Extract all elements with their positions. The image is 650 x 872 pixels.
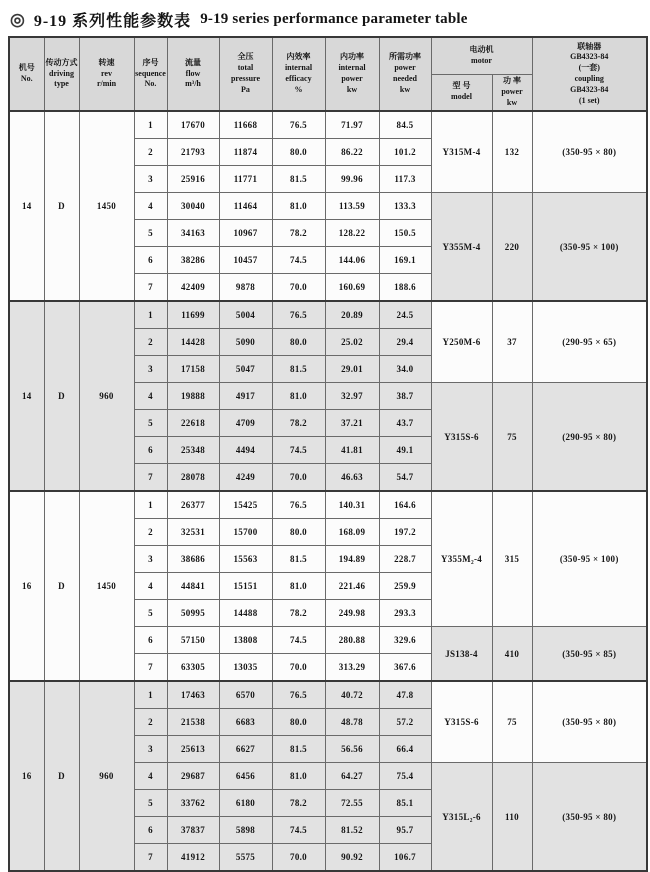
internal-power-cell: 48.78: [325, 709, 379, 736]
flow-cell: 17463: [167, 681, 219, 709]
pressure-cell: 15151: [219, 573, 272, 600]
motor-model-cell: Y315S-6: [431, 681, 492, 763]
internal-power-cell: 113.59: [325, 193, 379, 220]
flow-cell: 34163: [167, 220, 219, 247]
efficacy-cell: 74.5: [272, 817, 325, 844]
pressure-cell: 6570: [219, 681, 272, 709]
pressure-cell: 6683: [219, 709, 272, 736]
flow-cell: 50995: [167, 600, 219, 627]
pressure-cell: 13808: [219, 627, 272, 654]
power-needed-cell: 259.9: [379, 573, 431, 600]
internal-power-cell: 40.72: [325, 681, 379, 709]
internal-power-cell: 221.46: [325, 573, 379, 600]
power-needed-cell: 43.7: [379, 410, 431, 437]
power-needed-cell: 367.6: [379, 654, 431, 682]
efficacy-cell: 81.0: [272, 193, 325, 220]
internal-power-cell: 99.96: [325, 166, 379, 193]
pressure-cell: 11874: [219, 139, 272, 166]
sequence-cell: 3: [134, 736, 167, 763]
efficacy-cell: 81.5: [272, 546, 325, 573]
internal-power-cell: 25.02: [325, 329, 379, 356]
pressure-cell: 5575: [219, 844, 272, 872]
header-sequence: 序号 sequence No.: [134, 37, 167, 111]
drive-type-cell: D: [44, 301, 79, 491]
flow-cell: 17158: [167, 356, 219, 383]
power-needed-cell: 54.7: [379, 464, 431, 492]
power-needed-cell: 164.6: [379, 491, 431, 519]
pressure-cell: 6627: [219, 736, 272, 763]
sequence-cell: 7: [134, 654, 167, 682]
header-drive-type: 传动方式 driving type: [44, 37, 79, 111]
pressure-cell: 15425: [219, 491, 272, 519]
internal-power-cell: 56.56: [325, 736, 379, 763]
efficacy-cell: 76.5: [272, 681, 325, 709]
motor-power-cell: 410: [492, 627, 532, 682]
power-needed-cell: 29.4: [379, 329, 431, 356]
sequence-cell: 4: [134, 193, 167, 220]
pressure-cell: 4494: [219, 437, 272, 464]
flow-cell: 25916: [167, 166, 219, 193]
power-needed-cell: 101.2: [379, 139, 431, 166]
internal-power-cell: 194.89: [325, 546, 379, 573]
efficacy-cell: 78.2: [272, 790, 325, 817]
flow-cell: 14428: [167, 329, 219, 356]
sequence-cell: 2: [134, 329, 167, 356]
power-needed-cell: 188.6: [379, 274, 431, 302]
table-row: [9, 111, 647, 139]
table-row: [9, 301, 647, 329]
power-needed-cell: 293.3: [379, 600, 431, 627]
internal-power-cell: 168.09: [325, 519, 379, 546]
sequence-cell: 6: [134, 627, 167, 654]
sequence-cell: 7: [134, 274, 167, 302]
pressure-cell: 4249: [219, 464, 272, 492]
power-needed-cell: 228.7: [379, 546, 431, 573]
pressure-cell: 13035: [219, 654, 272, 682]
power-needed-cell: 329.6: [379, 627, 431, 654]
bullseye-icon: ◎: [10, 10, 25, 29]
efficacy-cell: 80.0: [272, 139, 325, 166]
table-body: [9, 111, 647, 871]
sequence-cell: 2: [134, 139, 167, 166]
power-needed-cell: 95.7: [379, 817, 431, 844]
machine-no-cell: 16: [9, 491, 44, 681]
motor-model-cell: Y315S-6: [431, 383, 492, 492]
pressure-cell: 6180: [219, 790, 272, 817]
power-needed-cell: 117.3: [379, 166, 431, 193]
header-flow: 流量 flow m³/h: [167, 37, 219, 111]
pressure-cell: 15563: [219, 546, 272, 573]
efficacy-cell: 78.2: [272, 410, 325, 437]
flow-cell: 21538: [167, 709, 219, 736]
internal-power-cell: 144.06: [325, 247, 379, 274]
efficacy-cell: 81.5: [272, 356, 325, 383]
sequence-cell: 3: [134, 546, 167, 573]
internal-power-cell: 64.27: [325, 763, 379, 790]
motor-model-cell: Y355M₂-4: [431, 491, 492, 627]
internal-power-cell: 72.55: [325, 790, 379, 817]
rev-cell: 1450: [79, 491, 134, 681]
header-efficacy: 内效率 internal efficacy %: [272, 37, 325, 111]
internal-power-cell: 313.29: [325, 654, 379, 682]
motor-power-cell: 220: [492, 193, 532, 302]
coupling-cell: (290-95 × 80): [532, 383, 647, 492]
pressure-cell: 14488: [219, 600, 272, 627]
power-needed-cell: 84.5: [379, 111, 431, 139]
header-pressure: 全压 total pressure Pa: [219, 37, 272, 111]
flow-cell: 26377: [167, 491, 219, 519]
coupling-cell: (350-95 × 100): [532, 491, 647, 627]
efficacy-cell: 76.5: [272, 301, 325, 329]
pressure-cell: 5090: [219, 329, 272, 356]
sequence-cell: 1: [134, 301, 167, 329]
header-motor-model: 型 号 model: [431, 74, 492, 111]
header-coupling: 联轴器 GB4323-84 (一套) coupling GB4323-84 (1 set): [532, 37, 647, 111]
header-motor-power: 功 率 power kw: [492, 74, 532, 111]
coupling-cell: (350-95 × 80): [532, 111, 647, 193]
pressure-cell: 4917: [219, 383, 272, 410]
sequence-cell: 5: [134, 220, 167, 247]
sequence-cell: 5: [134, 790, 167, 817]
internal-power-cell: 29.01: [325, 356, 379, 383]
flow-cell: 33762: [167, 790, 219, 817]
power-needed-cell: 197.2: [379, 519, 431, 546]
pressure-cell: 11771: [219, 166, 272, 193]
drive-type-cell: D: [44, 681, 79, 871]
efficacy-cell: 70.0: [272, 464, 325, 492]
sequence-cell: 5: [134, 410, 167, 437]
motor-power-cell: 75: [492, 383, 532, 492]
rev-cell: 1450: [79, 111, 134, 301]
pressure-cell: 10967: [219, 220, 272, 247]
efficacy-cell: 70.0: [272, 274, 325, 302]
flow-cell: 19888: [167, 383, 219, 410]
sequence-cell: 4: [134, 763, 167, 790]
motor-power-cell: 315: [492, 491, 532, 627]
efficacy-cell: 81.5: [272, 166, 325, 193]
motor-power-cell: 110: [492, 763, 532, 872]
pressure-cell: 11668: [219, 111, 272, 139]
pressure-cell: 9878: [219, 274, 272, 302]
flow-cell: 38286: [167, 247, 219, 274]
sequence-cell: 2: [134, 519, 167, 546]
internal-power-cell: 86.22: [325, 139, 379, 166]
power-needed-cell: 57.2: [379, 709, 431, 736]
motor-power-cell: 37: [492, 301, 532, 383]
power-needed-cell: 75.4: [379, 763, 431, 790]
sequence-cell: 6: [134, 247, 167, 274]
sequence-cell: 7: [134, 844, 167, 872]
coupling-cell: (350-95 × 80): [532, 681, 647, 763]
rev-cell: 960: [79, 681, 134, 871]
internal-power-cell: 32.97: [325, 383, 379, 410]
sequence-cell: 6: [134, 817, 167, 844]
efficacy-cell: 76.5: [272, 491, 325, 519]
pressure-cell: 4709: [219, 410, 272, 437]
motor-power-cell: 75: [492, 681, 532, 763]
pressure-cell: 5047: [219, 356, 272, 383]
internal-power-cell: 140.31: [325, 491, 379, 519]
drive-type-cell: D: [44, 491, 79, 681]
internal-power-cell: 20.89: [325, 301, 379, 329]
sequence-cell: 3: [134, 166, 167, 193]
efficacy-cell: 74.5: [272, 627, 325, 654]
efficacy-cell: 70.0: [272, 654, 325, 682]
sequence-cell: 1: [134, 111, 167, 139]
machine-no-cell: 14: [9, 111, 44, 301]
coupling-cell: (290-95 × 65): [532, 301, 647, 383]
flow-cell: 44841: [167, 573, 219, 600]
table-row: [9, 491, 647, 519]
drive-type-cell: D: [44, 111, 79, 301]
sequence-cell: 7: [134, 464, 167, 492]
efficacy-cell: 81.5: [272, 736, 325, 763]
flow-cell: 37837: [167, 817, 219, 844]
internal-power-cell: 90.92: [325, 844, 379, 872]
pressure-cell: 6456: [219, 763, 272, 790]
page-title: [0, 0, 650, 36]
efficacy-cell: 80.0: [272, 329, 325, 356]
flow-cell: 21793: [167, 139, 219, 166]
sequence-cell: 3: [134, 356, 167, 383]
sequence-cell: 6: [134, 437, 167, 464]
flow-cell: 25348: [167, 437, 219, 464]
efficacy-cell: 80.0: [272, 519, 325, 546]
machine-no-cell: 16: [9, 681, 44, 871]
power-needed-cell: 66.4: [379, 736, 431, 763]
flow-cell: 57150: [167, 627, 219, 654]
internal-power-cell: 128.22: [325, 220, 379, 247]
efficacy-cell: 74.5: [272, 437, 325, 464]
power-needed-cell: 24.5: [379, 301, 431, 329]
sequence-cell: 4: [134, 383, 167, 410]
page-title-english: 9-19 series performance parameter table: [200, 11, 468, 27]
coupling-cell: (350-95 × 80): [532, 763, 647, 872]
table-row: [9, 681, 647, 709]
header-rev: 转速 rev r/min: [79, 37, 134, 111]
header-machine-no: 机号 No.: [9, 37, 44, 111]
flow-cell: 29687: [167, 763, 219, 790]
flow-cell: 25613: [167, 736, 219, 763]
power-needed-cell: 106.7: [379, 844, 431, 872]
header-motor-group: 电动机 motor: [431, 37, 532, 74]
internal-power-cell: 37.21: [325, 410, 379, 437]
efficacy-cell: 78.2: [272, 220, 325, 247]
flow-cell: 42409: [167, 274, 219, 302]
pressure-cell: 5004: [219, 301, 272, 329]
flow-cell: 38686: [167, 546, 219, 573]
internal-power-cell: 41.81: [325, 437, 379, 464]
coupling-cell: (350-95 × 85): [532, 627, 647, 682]
pressure-cell: 11464: [219, 193, 272, 220]
rev-cell: 960: [79, 301, 134, 491]
header-internal-power: 内功率 internal power kw: [325, 37, 379, 111]
internal-power-cell: 81.52: [325, 817, 379, 844]
coupling-cell: (350-95 × 100): [532, 193, 647, 302]
efficacy-cell: 70.0: [272, 844, 325, 872]
page-title-chinese: 9-19 系列性能参数表: [33, 13, 192, 30]
internal-power-cell: 280.88: [325, 627, 379, 654]
internal-power-cell: 249.98: [325, 600, 379, 627]
sequence-cell: 2: [134, 709, 167, 736]
motor-model-cell: Y355M-4: [431, 193, 492, 302]
power-needed-cell: 169.1: [379, 247, 431, 274]
motor-model-cell: Y250M-6: [431, 301, 492, 383]
efficacy-cell: 81.0: [272, 573, 325, 600]
flow-cell: 41912: [167, 844, 219, 872]
flow-cell: 32531: [167, 519, 219, 546]
power-needed-cell: 38.7: [379, 383, 431, 410]
power-needed-cell: 133.3: [379, 193, 431, 220]
efficacy-cell: 80.0: [272, 709, 325, 736]
performance-table: [8, 36, 648, 872]
efficacy-cell: 81.0: [272, 763, 325, 790]
power-needed-cell: 34.0: [379, 356, 431, 383]
pressure-cell: 10457: [219, 247, 272, 274]
power-needed-cell: 150.5: [379, 220, 431, 247]
internal-power-cell: 71.97: [325, 111, 379, 139]
pressure-cell: 15700: [219, 519, 272, 546]
flow-cell: 30040: [167, 193, 219, 220]
sequence-cell: 4: [134, 573, 167, 600]
efficacy-cell: 76.5: [272, 111, 325, 139]
sequence-cell: 5: [134, 600, 167, 627]
pressure-cell: 5898: [219, 817, 272, 844]
table-header: [9, 37, 647, 111]
internal-power-cell: 46.63: [325, 464, 379, 492]
internal-power-cell: 160.69: [325, 274, 379, 302]
header-power-needed: 所需功率 power needed kw: [379, 37, 431, 111]
machine-no-cell: 14: [9, 301, 44, 491]
power-needed-cell: 47.8: [379, 681, 431, 709]
flow-cell: 63305: [167, 654, 219, 682]
motor-model-cell: JS138-4: [431, 627, 492, 682]
efficacy-cell: 81.0: [272, 383, 325, 410]
flow-cell: 28078: [167, 464, 219, 492]
flow-cell: 17670: [167, 111, 219, 139]
sequence-cell: 1: [134, 681, 167, 709]
flow-cell: 11699: [167, 301, 219, 329]
flow-cell: 22618: [167, 410, 219, 437]
motor-power-cell: 132: [492, 111, 532, 193]
motor-model-cell: Y315M-4: [431, 111, 492, 193]
power-needed-cell: 85.1: [379, 790, 431, 817]
efficacy-cell: 74.5: [272, 247, 325, 274]
motor-model-cell: Y315L₂-6: [431, 763, 492, 872]
sequence-cell: 1: [134, 491, 167, 519]
efficacy-cell: 78.2: [272, 600, 325, 627]
power-needed-cell: 49.1: [379, 437, 431, 464]
